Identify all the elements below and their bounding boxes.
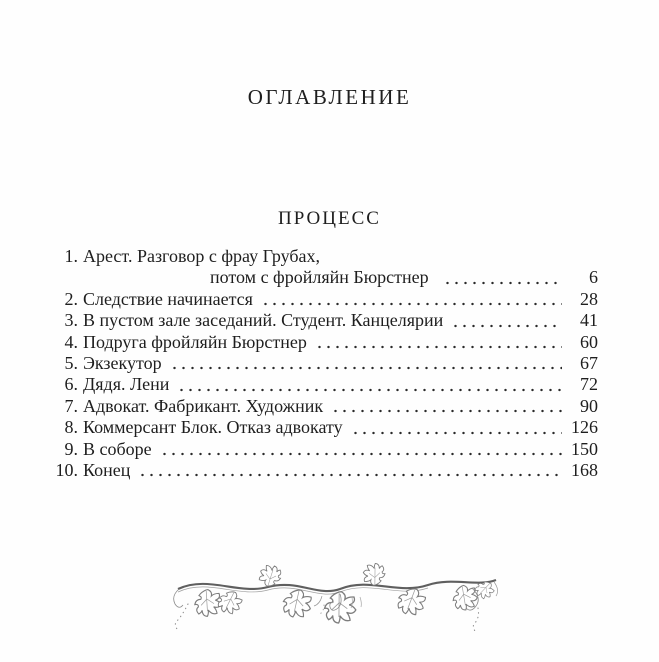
entry-number: 9.: [64, 438, 78, 459]
section-title: ПРОЦЕСС: [278, 208, 381, 229]
leader-dots: [331, 396, 562, 417]
toc-list: [54, 246, 598, 481]
entry-number: 2.: [64, 288, 78, 309]
entry-page: 90: [580, 395, 598, 416]
entry-number: 8.: [64, 417, 78, 438]
leader-dots: [170, 353, 562, 374]
entry-number: 5.: [64, 353, 78, 374]
entry-title-continuation: потом с фройляйн Бюрстнер: [210, 267, 429, 288]
entry-title: Адвокат. Фабрикант. Художник: [83, 395, 324, 416]
leader-dots: [315, 332, 562, 353]
entry-page: 28: [580, 288, 598, 309]
entry-page: 67: [580, 353, 598, 374]
toc-entry: [54, 460, 598, 481]
entry-page: 126: [571, 417, 598, 438]
leader-dots: [261, 289, 562, 310]
entry-number: 10.: [55, 460, 78, 481]
toc-entry-continuation: [54, 267, 598, 288]
entry-page: 60: [580, 331, 598, 352]
toc-entry: [54, 417, 598, 438]
entry-page: 150: [571, 438, 598, 459]
page-title: ОГЛАВЛЕНИЕ: [247, 85, 412, 109]
leader-dots: [138, 460, 562, 481]
entry-number: 3.: [64, 310, 78, 331]
toc-entry: [54, 246, 598, 267]
entry-title: Экзекутор: [83, 353, 162, 374]
toc-entry: [54, 310, 598, 331]
toc-entry: [54, 353, 598, 374]
entry-title: Подруга фройляйн Бюрстнер: [83, 331, 307, 352]
entry-number: 1.: [64, 246, 78, 266]
entry-number: 7.: [64, 395, 78, 416]
toc-entry: [54, 439, 598, 460]
entry-number: 4.: [64, 331, 78, 352]
leader-dots: [177, 374, 562, 395]
toc-entry: [54, 332, 598, 353]
entry-title: Арест. Разговор с фрау Грубах,: [83, 246, 321, 266]
toc-entry: [54, 289, 598, 310]
entry-number: 6.: [64, 374, 78, 395]
toc-entry: [54, 396, 598, 417]
entry-page: 41: [580, 310, 598, 331]
vine-garland-icon: [172, 559, 502, 637]
leader-dots: [443, 267, 562, 288]
entry-title: Дядя. Лени: [83, 374, 170, 395]
toc-entry: [54, 374, 598, 395]
entry-title: Конец: [83, 460, 131, 481]
entry-title: В пустом зале заседаний. Студент. Канцелярии: [83, 310, 444, 331]
entry-page: 168: [571, 460, 598, 481]
entry-title: Следствие начинается: [83, 288, 253, 309]
vine-ornament: [158, 559, 502, 637]
entry-page: 72: [580, 374, 598, 395]
entry-page: 6: [589, 267, 598, 288]
leader-dots: [160, 439, 562, 460]
entry-title: В соборе: [83, 438, 152, 459]
leader-dots: [451, 310, 562, 331]
entry-title: Коммерсант Блок. Отказ адвокату: [83, 417, 343, 438]
leader-dots: [351, 417, 562, 438]
